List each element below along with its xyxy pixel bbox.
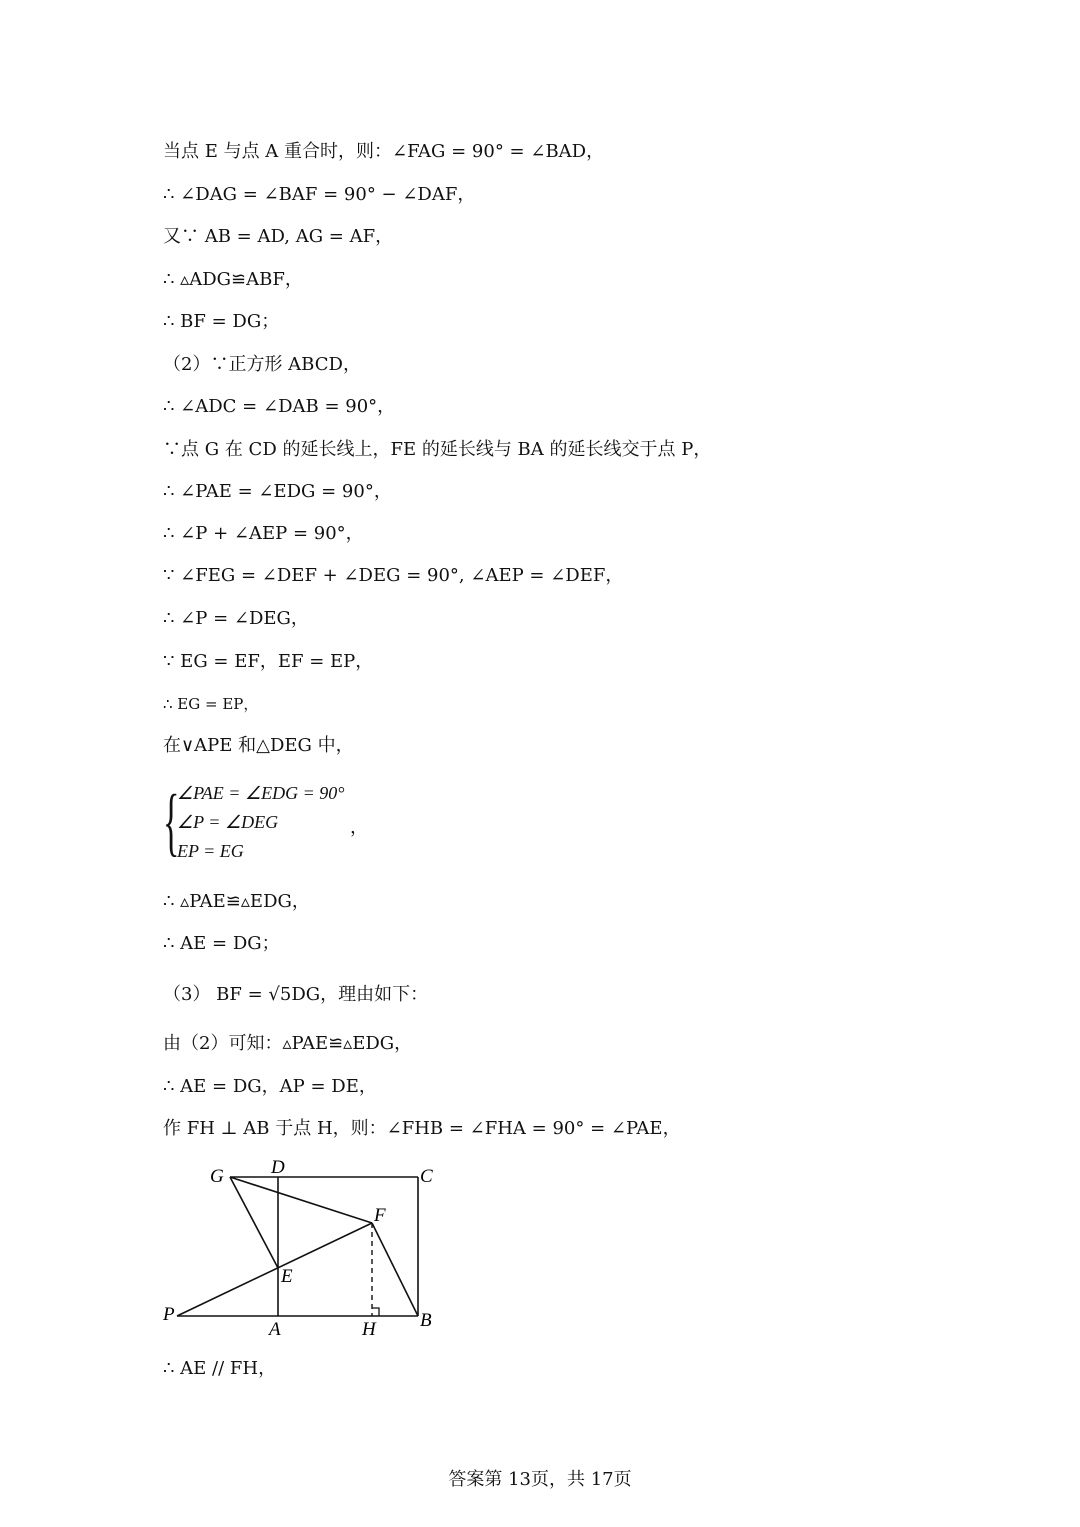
label-c: C bbox=[420, 1166, 433, 1187]
text-line-12: ∴ ∠P = ∠DEG， bbox=[163, 608, 309, 629]
text-line-7: ∴ ∠ADC = ∠DAB = 90°， bbox=[163, 396, 396, 417]
text-line-4: ∴ ▵ADG≌ABF， bbox=[163, 269, 303, 290]
system-comma: ， bbox=[350, 817, 368, 838]
text-line-10: ∴ ∠P + ∠AEP = 90°， bbox=[163, 523, 364, 544]
text-line-3: 又∵ AB = AD, AG = AF， bbox=[163, 226, 394, 247]
label-g: G bbox=[210, 1166, 224, 1187]
text-line-6: （2）∵正方形 ABCD， bbox=[163, 354, 361, 375]
page-footer: 答案第 13页，共 17页 bbox=[448, 1469, 632, 1490]
label-a: A bbox=[269, 1319, 281, 1340]
equation-system bbox=[163, 780, 383, 870]
text-line-21: 作 FH ⊥ AB 于点 H，则：∠FHB = ∠FHA = 90° = ∠PAE， bbox=[163, 1118, 681, 1139]
text-line-8: ∵点 G 在 CD 的延长线上，FE 的延长线与 BA 的延长线交于点 P， bbox=[163, 439, 712, 460]
text-line-5: ∴ BF = DG； bbox=[163, 311, 280, 332]
text-line-20: ∴ AE = DG，AP = DE， bbox=[163, 1076, 377, 1097]
label-p: P bbox=[163, 1304, 175, 1325]
label-b: B bbox=[420, 1310, 432, 1331]
text-line-17: ∴ AE = DG； bbox=[163, 933, 280, 954]
right-angle-mark bbox=[372, 1308, 379, 1316]
segment-fb bbox=[372, 1223, 418, 1316]
text-line-11: ∵ ∠FEG = ∠DEF + ∠DEG = 90°, ∠AEP = ∠DEF， bbox=[163, 565, 624, 586]
label-d: D bbox=[271, 1157, 285, 1178]
left-brace: { bbox=[163, 780, 180, 864]
system-row-3: EP = EG bbox=[177, 841, 244, 861]
label-h: H bbox=[362, 1319, 376, 1340]
text-line-16: ∴ ▵PAE≌▵EDG， bbox=[163, 891, 310, 912]
system-row-1: ∠PAE = ∠EDG = 90° bbox=[177, 783, 345, 803]
text-line-9: ∴ ∠PAE = ∠EDG = 90°， bbox=[163, 481, 392, 502]
text-line-18: （3） BF = √5DG，理由如下： bbox=[163, 984, 429, 1005]
label-e: E bbox=[281, 1266, 293, 1287]
text-line-19: 由（2）可知：▵PAE≌▵EDG， bbox=[163, 1033, 413, 1054]
text-line-15: 在∨APE 和△DEG 中， bbox=[163, 735, 354, 756]
geometry-figure bbox=[150, 1150, 450, 1350]
text-line-1: 当点 E 与点 A 重合时，则：∠FAG = 90° = ∠BAD， bbox=[163, 141, 605, 162]
text-line-2: ∴ ∠DAG = ∠BAF = 90° − ∠DAF， bbox=[163, 184, 476, 205]
system-row-2: ∠P = ∠DEG bbox=[177, 812, 279, 832]
segment-pf bbox=[177, 1223, 372, 1316]
text-line-13: ∵ EG = EF，EF = EP， bbox=[163, 651, 374, 672]
text-line-14: ∴ EG = EP， bbox=[163, 695, 259, 713]
label-f: F bbox=[374, 1205, 386, 1226]
text-line-last: ∴ AE // FH， bbox=[163, 1358, 277, 1379]
